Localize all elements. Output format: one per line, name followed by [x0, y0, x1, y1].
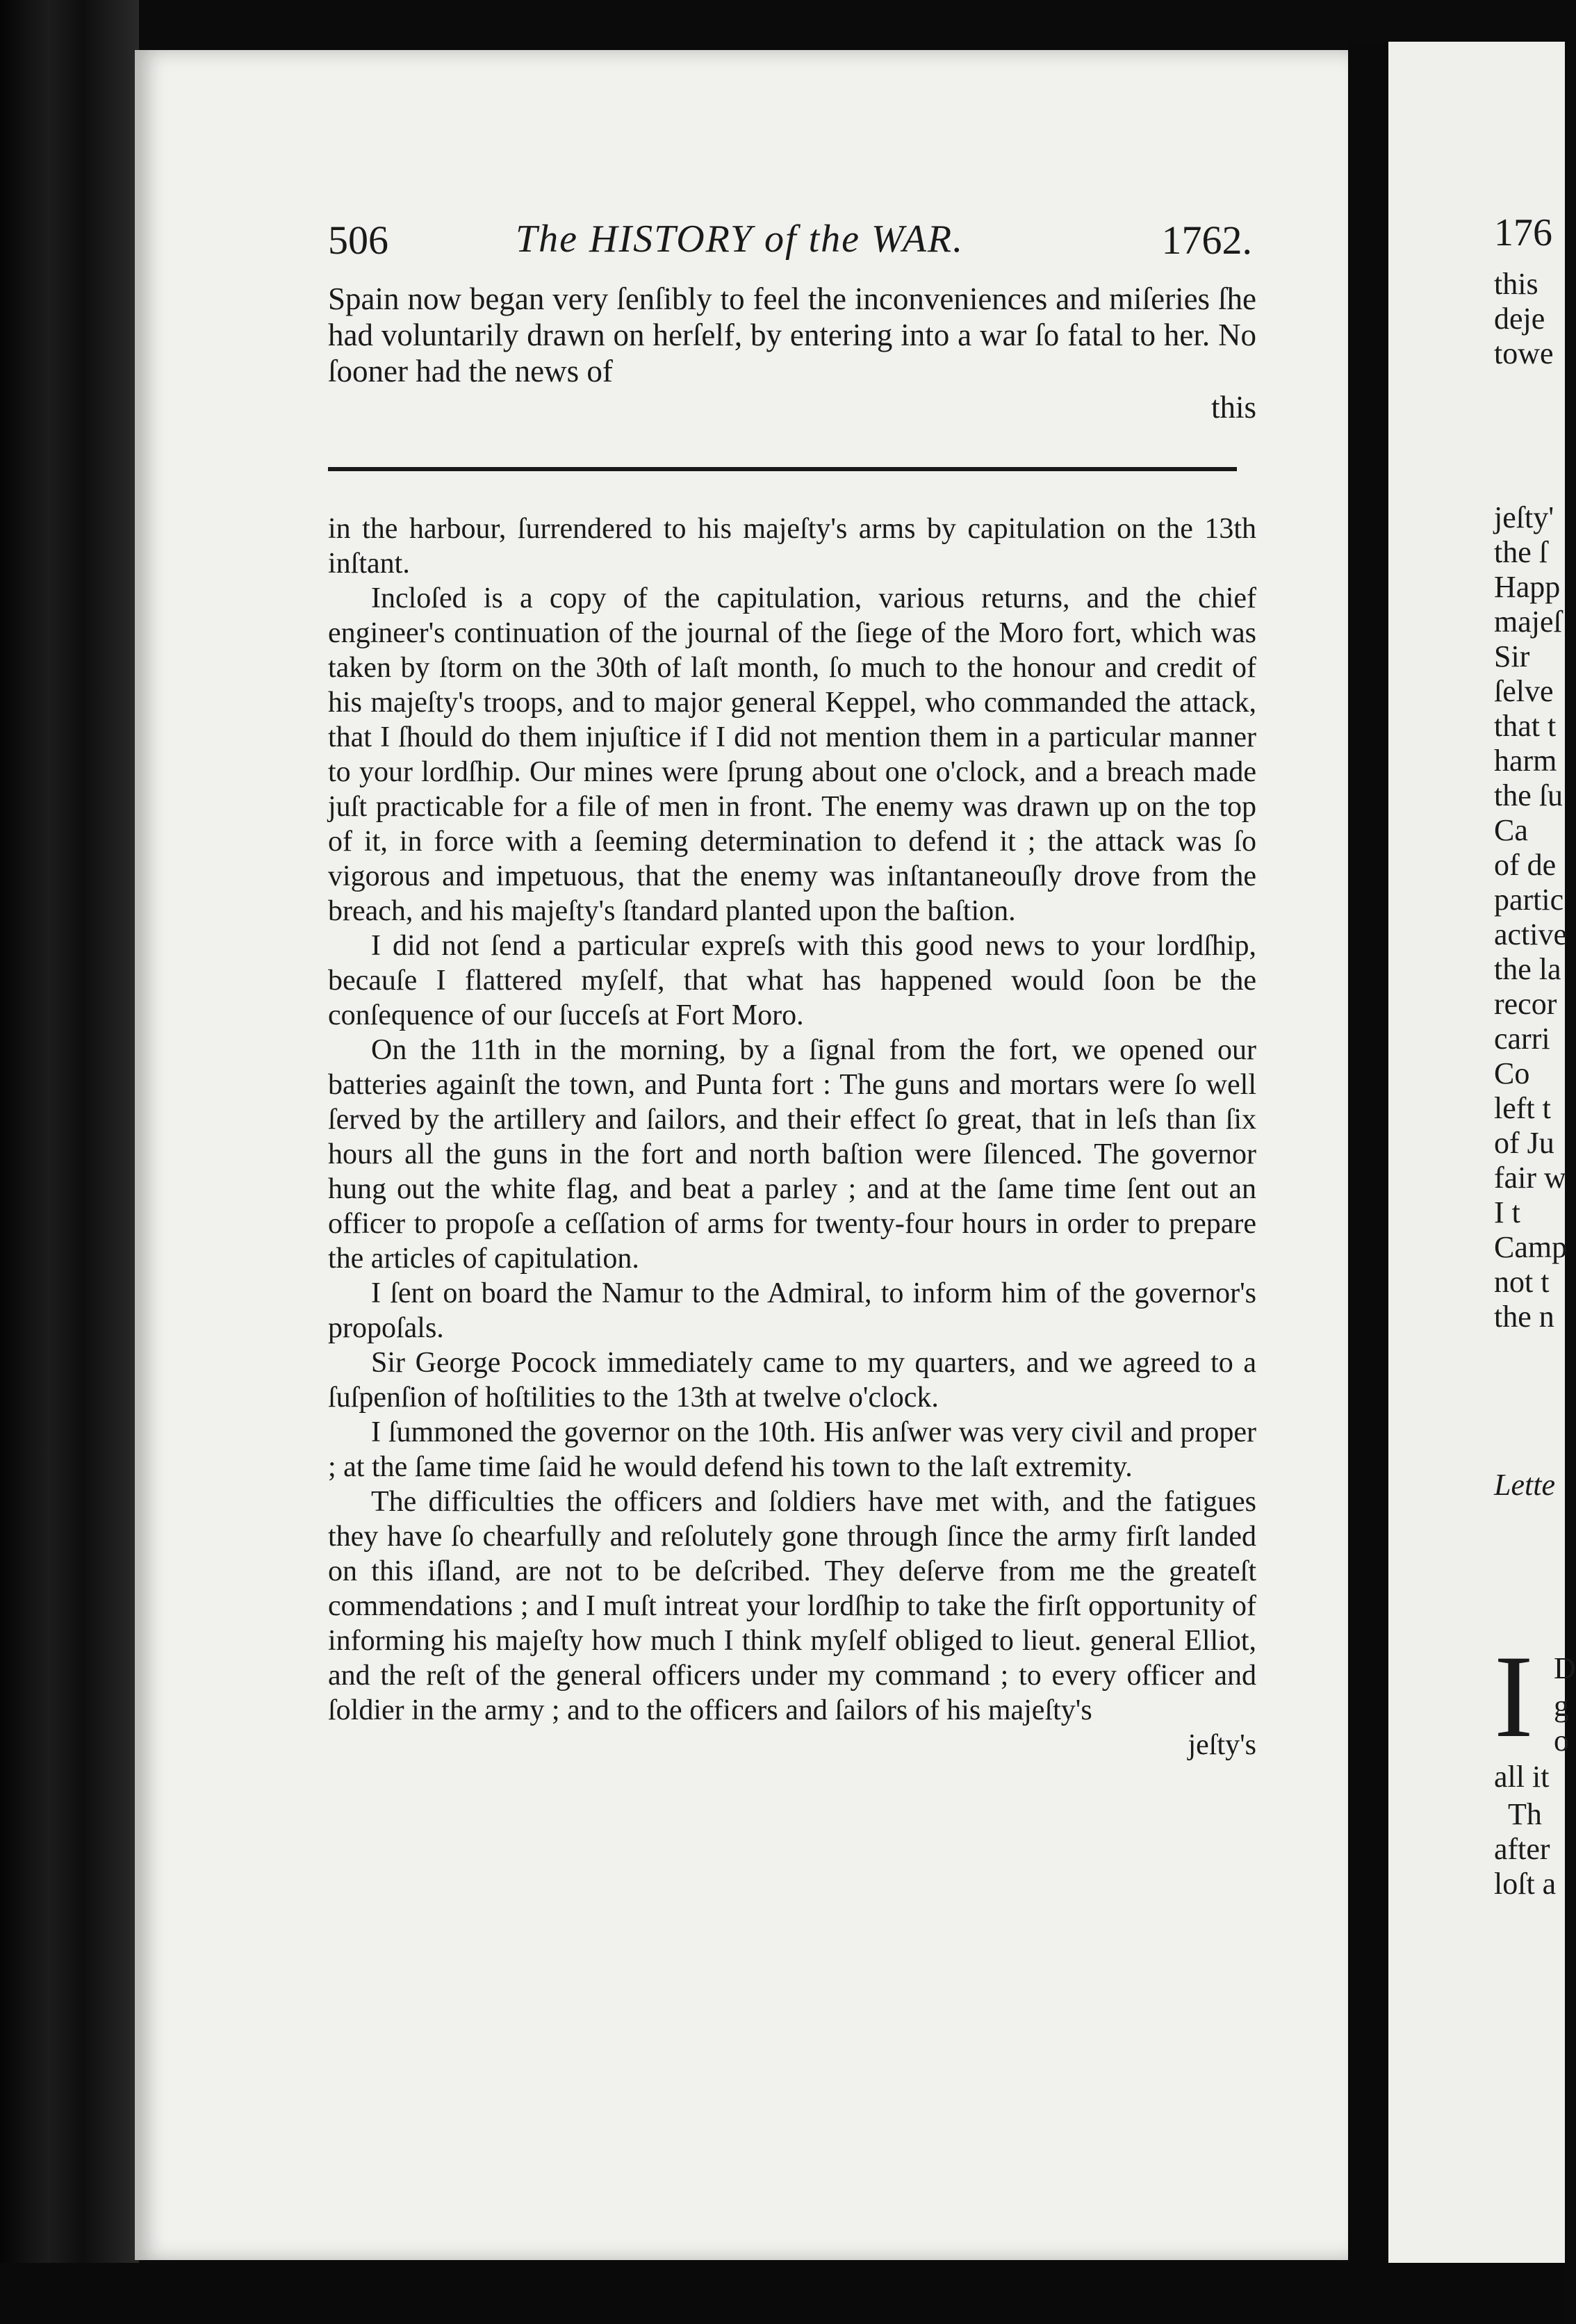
facing-page-line: Th: [1508, 1797, 1542, 1831]
facing-page-line: harm: [1494, 744, 1557, 778]
facing-page-line: towe: [1494, 336, 1554, 370]
facing-page-line: o: [1554, 1724, 1569, 1758]
facing-page-line: fair w: [1494, 1161, 1566, 1195]
section-rule: [328, 467, 1237, 471]
intro-last-word: this: [1210, 390, 1256, 425]
facing-page-line: Happ: [1494, 570, 1561, 604]
letter-paragraph: in the harbour, ſurrendered to his majeſty's arms by capitulation on the 13th inſtant.: [328, 513, 1256, 580]
letter-paragraph: I ſent on board the Namur to the Admiral, to inform him of the governor's propoſals.: [328, 1277, 1256, 1344]
facing-page-italic-line: Lette: [1494, 1468, 1555, 1502]
letter-paragraph: The difficulties the officers and ſoldiers have met with, and the fatigues they have ſo chearfully and reſolutely gone through ſince the army firſt landed on this iſland, are not to be deſcribed. They deſerve from me the greateſt commendations ; and I muſt intreat your lordſhip to take the firſt opportunity of informing his majeſty how much I think myſelf obliged to lieut. general Elliot, and the reſt of the general officers under my command ; to every officer and ſoldier in the army ; and to the officers and ſailors of his majeſty's: [328, 1486, 1256, 1726]
intro-text: Spain now began very ſenſibly to feel the inconveniences and miſeries ſhe had voluntarily drawn on herſelf, by entering into a war ſo fatal to her. No ſooner had the news of: [328, 281, 1256, 388]
letter-paragraph: I did not ſend a particular expreſs with this good news to your lordſhip, becauſe I flattered myſelf, that what has happened would ſoon be the conſequence of our ſucceſs at Fort Moro.: [328, 930, 1256, 1031]
facing-page-line: left t: [1494, 1091, 1551, 1125]
letter-paragraph: On the 11th in the morning, by a ſignal from the fort, we opened our batteries againſt the town, and Punta fort : The guns and mortars were ſo well ſerved by the artillery and ſailors, and their effect ſo great, that in leſs than ſix hours all the guns in the fort and north baſtion were ſilenced. The governor hung out the white flag, and beat a parley ; and at the ſame time ſent out an officer to propoſe a ceſſation of arms for twenty-four hours in order to prepare the articles of capitulation.: [328, 1034, 1256, 1275]
facing-page-line: g: [1554, 1689, 1569, 1723]
facing-page-line: Ca: [1494, 813, 1528, 847]
facing-page-line: Camp: [1494, 1230, 1568, 1264]
facing-page-line: recor: [1494, 987, 1557, 1021]
catchword: jeſty's: [1188, 1729, 1256, 1761]
facing-page-line: the ſu: [1494, 778, 1563, 812]
facing-page-line: loſt a: [1494, 1867, 1557, 1901]
facing-page-line: after: [1494, 1832, 1550, 1866]
facing-page-line: that t: [1494, 709, 1557, 743]
facing-page-line: deje: [1494, 302, 1545, 336]
facing-page-line: partic: [1494, 883, 1564, 917]
facing-page-head: 176: [1494, 211, 1552, 254]
facing-page-line: carri: [1494, 1022, 1550, 1056]
letter-paragraph: Incloſed is a copy of the capitulation, various returns, and the chief engineer's continuation of the journal of the ſiege of the Moro fort, which was taken by ſtorm on the 30th of laſt month, ſo much to the honour and credit of his majeſty's troops, and to major general Keppel, who commanded the attack, that I ſhould do them injuſtice if I did not mention them in a particular manner to your lordſhip. Our mines were ſprung about one o'clock, and a breach made juſt practicable for a file of men in front. The enemy was drawn up on the top of it, in force with a ſeeming determination to defend it ; the attack was ſo vigorous and impetuous, that the enemy was inſtantaneouſly drove from the breach, and his majeſty's ſtandard planted upon the baſtion.: [328, 582, 1256, 927]
facing-page-dropcap: I: [1494, 1631, 1534, 1762]
facing-page-line: of de: [1494, 848, 1557, 882]
scan-gutter-left: [0, 0, 139, 2324]
facing-page-line: the n: [1494, 1300, 1554, 1334]
facing-page-line: the la: [1494, 952, 1561, 986]
page-title: The HISTORY of the WAR.: [516, 218, 965, 261]
facing-page-line: jeſty': [1494, 500, 1554, 534]
facing-page-line: Co: [1494, 1056, 1530, 1090]
letter-body: [328, 512, 1256, 1762]
facing-page-line: D: [1554, 1651, 1576, 1685]
running-head: [328, 217, 1252, 270]
facing-page-line: the ſ: [1494, 535, 1548, 569]
intro-paragraph: [328, 281, 1256, 425]
facing-page-line: I t: [1494, 1195, 1520, 1229]
facing-page-line: all it: [1494, 1760, 1550, 1794]
letter-paragraph: I ſummoned the governor on the 10th. His anſwer was very civil and proper ; at the ſame time ſaid he would defend his town to the laſt extremity.: [328, 1416, 1256, 1483]
book-spine: [1348, 42, 1388, 2273]
page-number: 506: [328, 218, 388, 263]
facing-page-line: ſelve: [1494, 674, 1554, 708]
page-year: 1762.: [1161, 218, 1252, 263]
facing-page-line: active: [1494, 917, 1568, 951]
letter-paragraph: Sir George Pocock immediately came to my quarters, and we agreed to a ſuſpenſion of hoſtilities to the 13th at twelve o'clock.: [328, 1347, 1256, 1414]
facing-page-line: Sir: [1494, 639, 1530, 673]
facing-page-line: majeſ: [1494, 605, 1562, 639]
scan-bottom-band: [0, 2263, 1565, 2324]
facing-page-line: of Ju: [1494, 1126, 1554, 1160]
facing-page-line: this: [1494, 267, 1538, 301]
facing-page-line: not t: [1494, 1265, 1550, 1299]
